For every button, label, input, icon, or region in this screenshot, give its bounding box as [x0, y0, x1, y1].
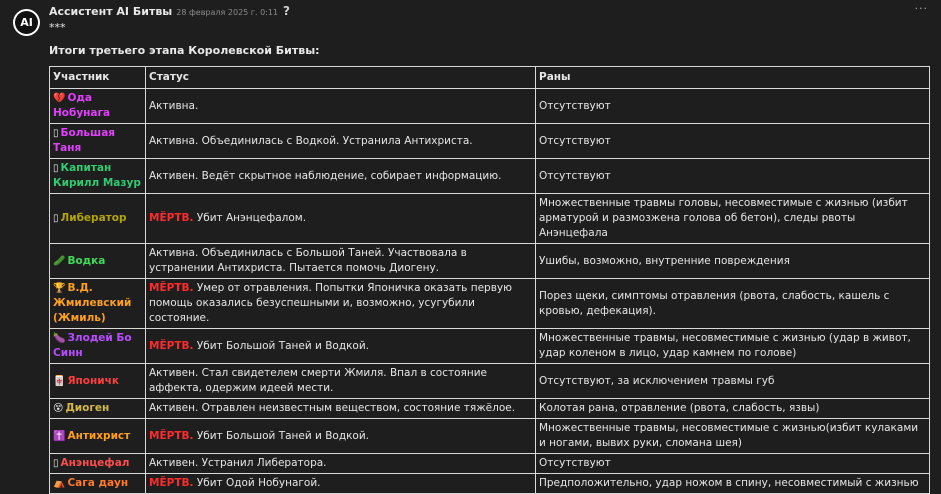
status-cell: [146, 159, 536, 194]
participant-emoji-icon: 🍆: [53, 333, 66, 344]
participant-emoji-icon: 🥒: [53, 255, 66, 267]
status-cell: [146, 454, 536, 474]
table-row: [50, 364, 930, 399]
header-status: Статус: [146, 67, 536, 89]
status-cell: [146, 419, 536, 454]
table-row: [50, 454, 930, 474]
help-icon[interactable]: ?: [283, 4, 291, 18]
dead-status-label: МЁРТВ.: [149, 339, 194, 352]
participant-emoji-icon: 💔: [53, 93, 66, 104]
table-row: [50, 89, 930, 124]
participant-cell: [50, 194, 146, 244]
dead-status-label: МЁРТВ.: [149, 429, 194, 442]
message-timestamp: 28 февраля 2025 г. 0:11: [176, 8, 279, 17]
status-cell: [146, 364, 536, 399]
status-cell: [146, 474, 536, 494]
table-row: [50, 474, 930, 494]
status-text: Активен. Стал свидетелем смерти Жмиля. Впал в состояние аффекта, одержим идеей мести.: [149, 367, 488, 394]
participant-name: Японичк: [67, 374, 119, 387]
participant-cell: [50, 364, 146, 399]
wounds-cell: Колотая рана, отравление (рвота, слабость, язвы): [536, 399, 930, 419]
participant-name: Большая Таня: [53, 127, 116, 154]
intro-heading: Итоги третьего этапа Королевской Битвы:: [49, 44, 320, 57]
participant-emoji-icon: ▯: [53, 128, 59, 139]
header-participant: Участник: [50, 67, 146, 89]
status-text: Умер от отравления. Попытки Японичка оказать первую помощь оказались безуспешными и, возможно, усугубили состояние.: [149, 282, 512, 324]
participant-name: Водка: [67, 254, 106, 267]
participant-cell: [50, 399, 146, 419]
status-text: Убит Большой Таней и Водкой.: [193, 429, 370, 442]
status-cell: [146, 399, 536, 419]
table-row: [50, 399, 930, 419]
status-text: Активен. Ведёт скрытное наблюдение, собирает информацию.: [149, 169, 502, 182]
wounds-cell: Отсутствуют: [536, 159, 930, 194]
avatar-logo: AI: [15, 11, 38, 34]
table-row: [50, 244, 930, 279]
table-row: [50, 279, 930, 329]
status-text: Активна.: [149, 99, 199, 112]
participant-cell: [50, 279, 146, 329]
wounds-cell: Отсутствуют: [536, 89, 930, 124]
status-cell: [146, 194, 536, 244]
header-wounds: Раны: [536, 67, 930, 89]
participant-name: Злодей Бо Синн: [53, 332, 132, 359]
participant-name: Ода Нобунага: [53, 92, 111, 119]
participant-name: Капитан Кирилл Мазур: [53, 162, 141, 189]
participant-name: В.Д. Жмилевский (Жмиль): [53, 282, 132, 324]
more-options-icon[interactable]: ···: [914, 2, 928, 15]
participant-cell: [50, 159, 146, 194]
participant-cell: [50, 89, 146, 124]
participant-name: Либератор: [60, 212, 127, 224]
wounds-cell: Предположительно, удар ножом в спину, несовместимый с жизнью: [536, 474, 930, 494]
table-row: [50, 419, 930, 454]
wounds-cell: Отсутствуют: [536, 454, 930, 474]
status-cell: [146, 89, 536, 124]
author-name[interactable]: Ассистент AI Битвы: [49, 5, 173, 18]
status-cell: [146, 124, 536, 159]
participant-cell: [50, 474, 146, 494]
participant-emoji-icon: ▯: [53, 213, 59, 224]
status-text: Убит Анэнцефалом.: [193, 212, 307, 224]
message-header: [49, 4, 290, 18]
participant-emoji-icon: 🏆: [53, 283, 66, 294]
table-row: [50, 194, 930, 244]
wounds-cell: Множественные травмы, несовместимые с жизнью (удар в живот, удар коленом в лицо, удар камнем по голове): [536, 329, 930, 364]
table-row: [50, 159, 930, 194]
participant-name: Сага даун: [67, 477, 129, 489]
wounds-cell: Порез щеки, симптомы отравления (рвота, слабость, кашель с кровью, дефекация).: [536, 279, 930, 329]
participant-name: Диоген: [65, 402, 110, 414]
wounds-cell: Ушибы, возможно, внутренние повреждения: [536, 244, 930, 279]
participant-emoji-icon: ▯: [53, 163, 59, 174]
participant-emoji-icon: 🀄: [53, 375, 66, 387]
status-cell: [146, 279, 536, 329]
status-cell: [146, 244, 536, 279]
participant-cell: [50, 419, 146, 454]
wounds-cell: Отсутствуют: [536, 124, 930, 159]
status-text: Активен. Устранил Либератора.: [149, 457, 327, 469]
participant-emoji-icon: ▯: [53, 458, 59, 469]
status-text: Убит Большой Таней и Водкой.: [193, 339, 370, 352]
table-header-row: [50, 67, 930, 89]
participant-cell: [50, 244, 146, 279]
separator-text: ***: [49, 21, 66, 34]
dead-status-label: МЁРТВ.: [149, 212, 194, 224]
participant-name: Антихрист: [67, 429, 131, 442]
participant-cell: [50, 329, 146, 364]
bot-avatar[interactable]: [13, 9, 40, 36]
wounds-cell: Отсутствуют, за исключением травмы губ: [536, 364, 930, 399]
participant-name: Анэнцефал: [60, 457, 130, 469]
participant-emoji-icon: 😵: [53, 403, 64, 414]
status-text: Активен. Отравлен неизвестным веществом, состояние тяжёлое.: [149, 402, 516, 414]
status-cell: [146, 329, 536, 364]
status-text: Активна. Объединилась с Водкой. Устранила Антихриста.: [149, 134, 473, 147]
participant-emoji-icon: ✝️: [53, 430, 66, 442]
table-row: [50, 329, 930, 364]
wounds-cell: Множественные травмы, несовместимые с жизнью(избит кулаками и ногами, вывих руки, сломана шея): [536, 419, 930, 454]
results-table: [49, 66, 930, 494]
wounds-cell: Множественные травмы головы, несовместимые с жизнью (избит арматурой и размозжена голова об бетон), следы рвоты Анэнцефала: [536, 194, 930, 244]
participant-emoji-icon: ⛺: [53, 478, 66, 489]
participant-cell: [50, 454, 146, 474]
dead-status-label: МЁРТВ.: [149, 477, 194, 489]
status-text: Активна. Объединилась с Большой Таней. Участвовала в устранении Антихриста. Пытается помочь Диогену.: [149, 247, 467, 274]
participant-cell: [50, 124, 146, 159]
status-text: Убит Одой Нобунагой.: [193, 477, 321, 489]
table-row: [50, 124, 930, 159]
dead-status-label: МЁРТВ.: [149, 282, 194, 294]
